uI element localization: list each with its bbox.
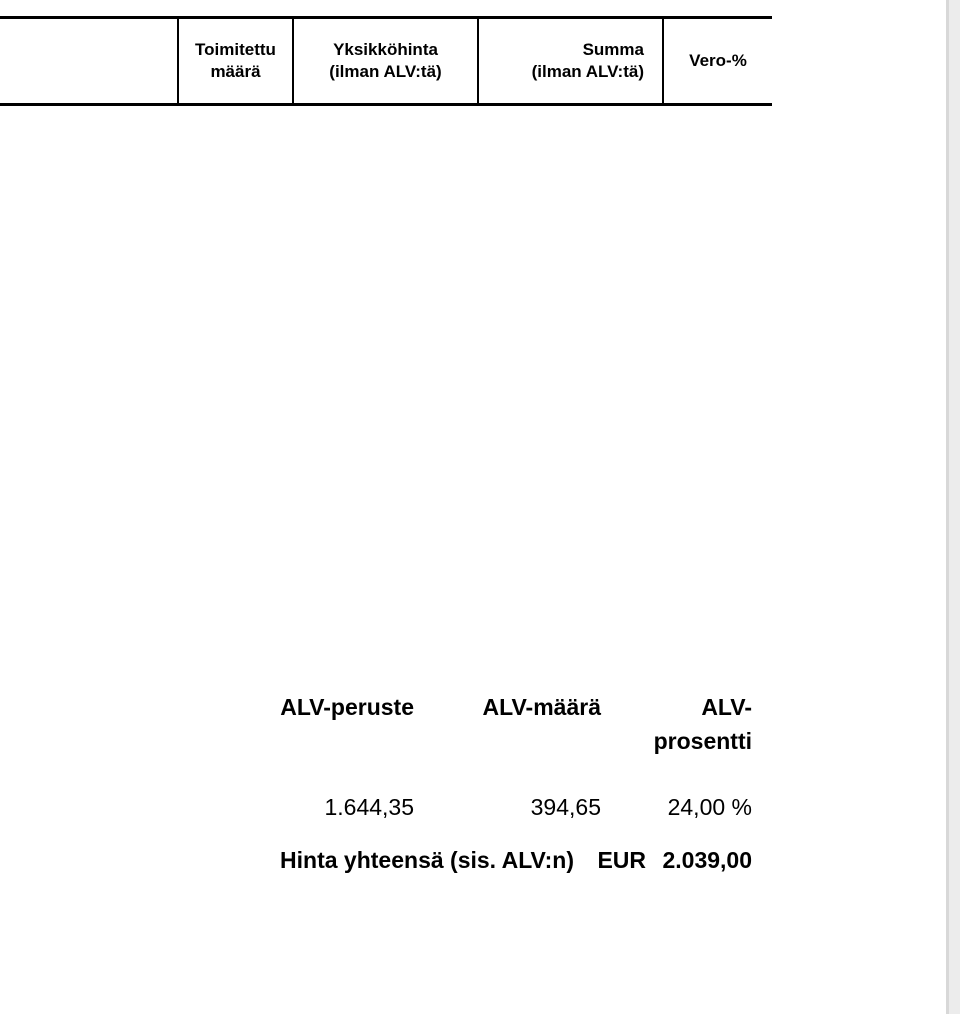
vat-base-value: 1.644,35 (324, 794, 414, 820)
total-value: 2.039,00 (662, 847, 752, 873)
column-header-unit-price (294, 19, 479, 103)
vat-amount-value: 394,65 (530, 794, 601, 820)
column-header-tax-pct-label: Vero-% (689, 51, 747, 70)
items-table-header (0, 16, 772, 106)
vat-percent-value: 24,00 % (667, 794, 752, 820)
column-header-delivered-qty-label: Toimitettu määrä (195, 40, 276, 81)
total-label: Hinta yhteensä (sis. ALV:n) (280, 847, 574, 873)
vat-percent-header: ALV- prosentti (653, 694, 752, 754)
column-header-delivered-qty (179, 19, 294, 103)
column-header-sum (479, 19, 664, 103)
column-header-tax-pct (664, 19, 772, 103)
column-header-unit-price-label: Yksikköhinta (ilman ALV:tä) (329, 40, 442, 81)
vat-amount-header: ALV-määrä (482, 694, 601, 720)
vat-base-header: ALV-peruste (280, 694, 414, 720)
page-edge-divider (946, 0, 949, 1014)
column-header-sum-label: Summa (ilman ALV:tä) (531, 40, 644, 81)
column-header-description (0, 19, 179, 103)
total-currency: EUR (597, 847, 646, 873)
